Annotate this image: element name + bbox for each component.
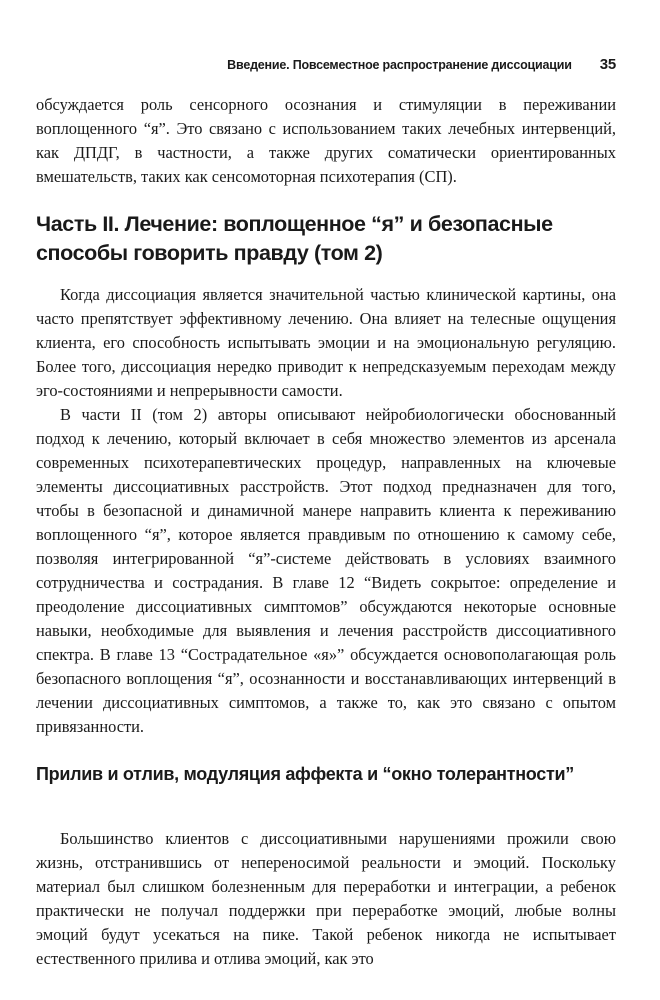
paragraph: Большинство клиентов с диссоциативными нарушениями прожили свою жизнь, отстранившись от непереносимой реальности и эмоций. Поскольку материал был слишком болезненным для переработки и интеграции, а ребенок практически не получал поддержки при переработке эмоций, любые волны эмоций будут усекаться на пике. Такой ребенок никогда не испытывает естественного прилива и отлива эмоций, как это <box>36 829 616 968</box>
part-text-block <box>36 283 616 739</box>
section-text-block <box>36 827 616 971</box>
section-heading: Прилив и отлив, модуляция аффекта и “окно толерантности” <box>36 764 574 784</box>
paragraph: В части II (том 2) авторы описывают нейробиологически обоснованный подход к лечению, который включает в себя множество элементов из арсенала современных психотерапевтических процедур, направленных на ключевые элементы диссоциативных расстройств. Этот подход предназначен для того, чтобы в безопасной и динамичной манере направить клиента к переживанию воплощенного “я”, которое является правдивым по отношению к самому себе, позволяя интегрированной “я”-системе действовать в условиях взаимного сотрудничества и сострадания. В главе 12 “Видеть сокрытое: определение и преодоление диссоциативных симптомов” обсуждаются некоторые основные навыки, необходимые для выявления и лечения расстройств диссоциативного спектра. В главе 13 “Сострадательное «я»” обсуждается основополагающая роль безопасного воплощения “я”, осознанности и восстанавливающих интервенций в лечении диссоциативных симптомов, а также то, как это связано с опытом привязанности. <box>36 405 616 736</box>
part-heading: Часть II. Лечение: воплощенное “я” и безопасные способы говорить правду (том 2) <box>36 212 553 265</box>
intro-text-block <box>36 93 616 189</box>
paragraph-continuation: обсуждается роль сенсорного осознания и стимуляции в переживании воплощенного “я”. Это связано с использованием таких лечебных интервенций, как ДПДГ, в частности, а также других соматически ориентированных вмешательств, таких как сенсомоторная психотерапия (СП). <box>36 95 616 186</box>
running-title: Введение. Повсеместное распространение диссоциации <box>227 58 572 72</box>
running-header <box>36 56 616 73</box>
paragraph: Когда диссоциация является значительной частью клинической картины, она часто препятствует эффективному лечению. Она влияет на телесные ощущения клиента, его способность испытывать эмоции и на эмоциональную регуляцию. Более того, диссоциация нередко приводит к непредсказуемым переходам между эго-состояниями и непрерывности самости. <box>36 285 616 400</box>
page-number: 35 <box>599 56 616 73</box>
